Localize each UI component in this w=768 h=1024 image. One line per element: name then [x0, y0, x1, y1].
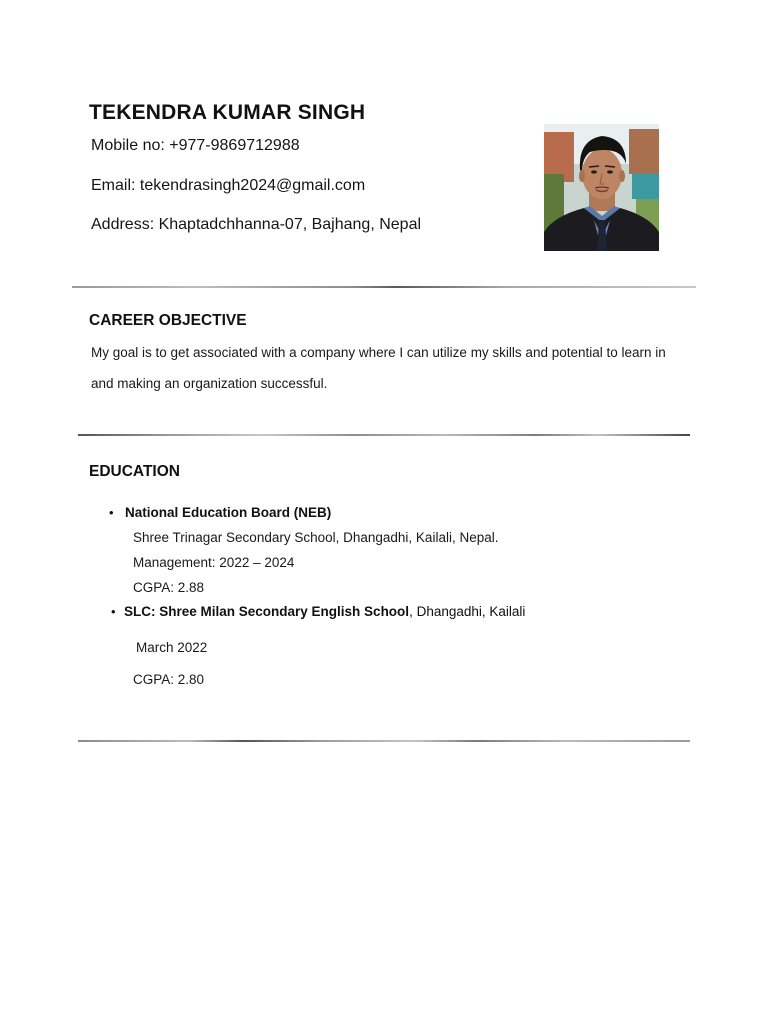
email-address: Email: tekendrasingh2024@gmail.com — [91, 177, 366, 194]
education-item-line — [124, 604, 525, 619]
education-location: , Dhangadhi, Kailali — [409, 604, 526, 619]
objective-line-2: and making an organization successful. — [91, 376, 328, 391]
divider-line — [78, 434, 690, 436]
education-cgpa: CGPA: 2.80 — [133, 672, 205, 687]
bullet-point: • — [109, 505, 114, 520]
education-program: Management: 2022 – 2024 — [133, 555, 295, 570]
education-item-title: National Education Board (NEB) — [125, 505, 332, 520]
objective-line-1: My goal is to get associated with a company where I can utilize my skills and potential to learn in — [91, 345, 666, 360]
candidate-name: TEKENDRA KUMAR SINGH — [89, 101, 366, 124]
mobile-number: Mobile no: +977-9869712988 — [91, 137, 300, 154]
career-objective-heading: CAREER OBJECTIVE — [89, 312, 247, 329]
profile-photo — [544, 124, 659, 251]
education-heading: EDUCATION — [89, 463, 180, 480]
divider-line — [72, 286, 696, 288]
education-cgpa: CGPA: 2.88 — [133, 580, 205, 595]
divider-line — [78, 740, 690, 742]
bullet-point: • — [111, 604, 116, 619]
home-address: Address: Khaptadchhanna-07, Bajhang, Nepal — [91, 216, 422, 233]
education-date: March 2022 — [136, 640, 208, 655]
education-item-title: SLC: Shree Milan Secondary English School — [124, 604, 410, 619]
education-school: Shree Trinagar Secondary School, Dhangadhi, Kailali, Nepal. — [133, 530, 499, 545]
